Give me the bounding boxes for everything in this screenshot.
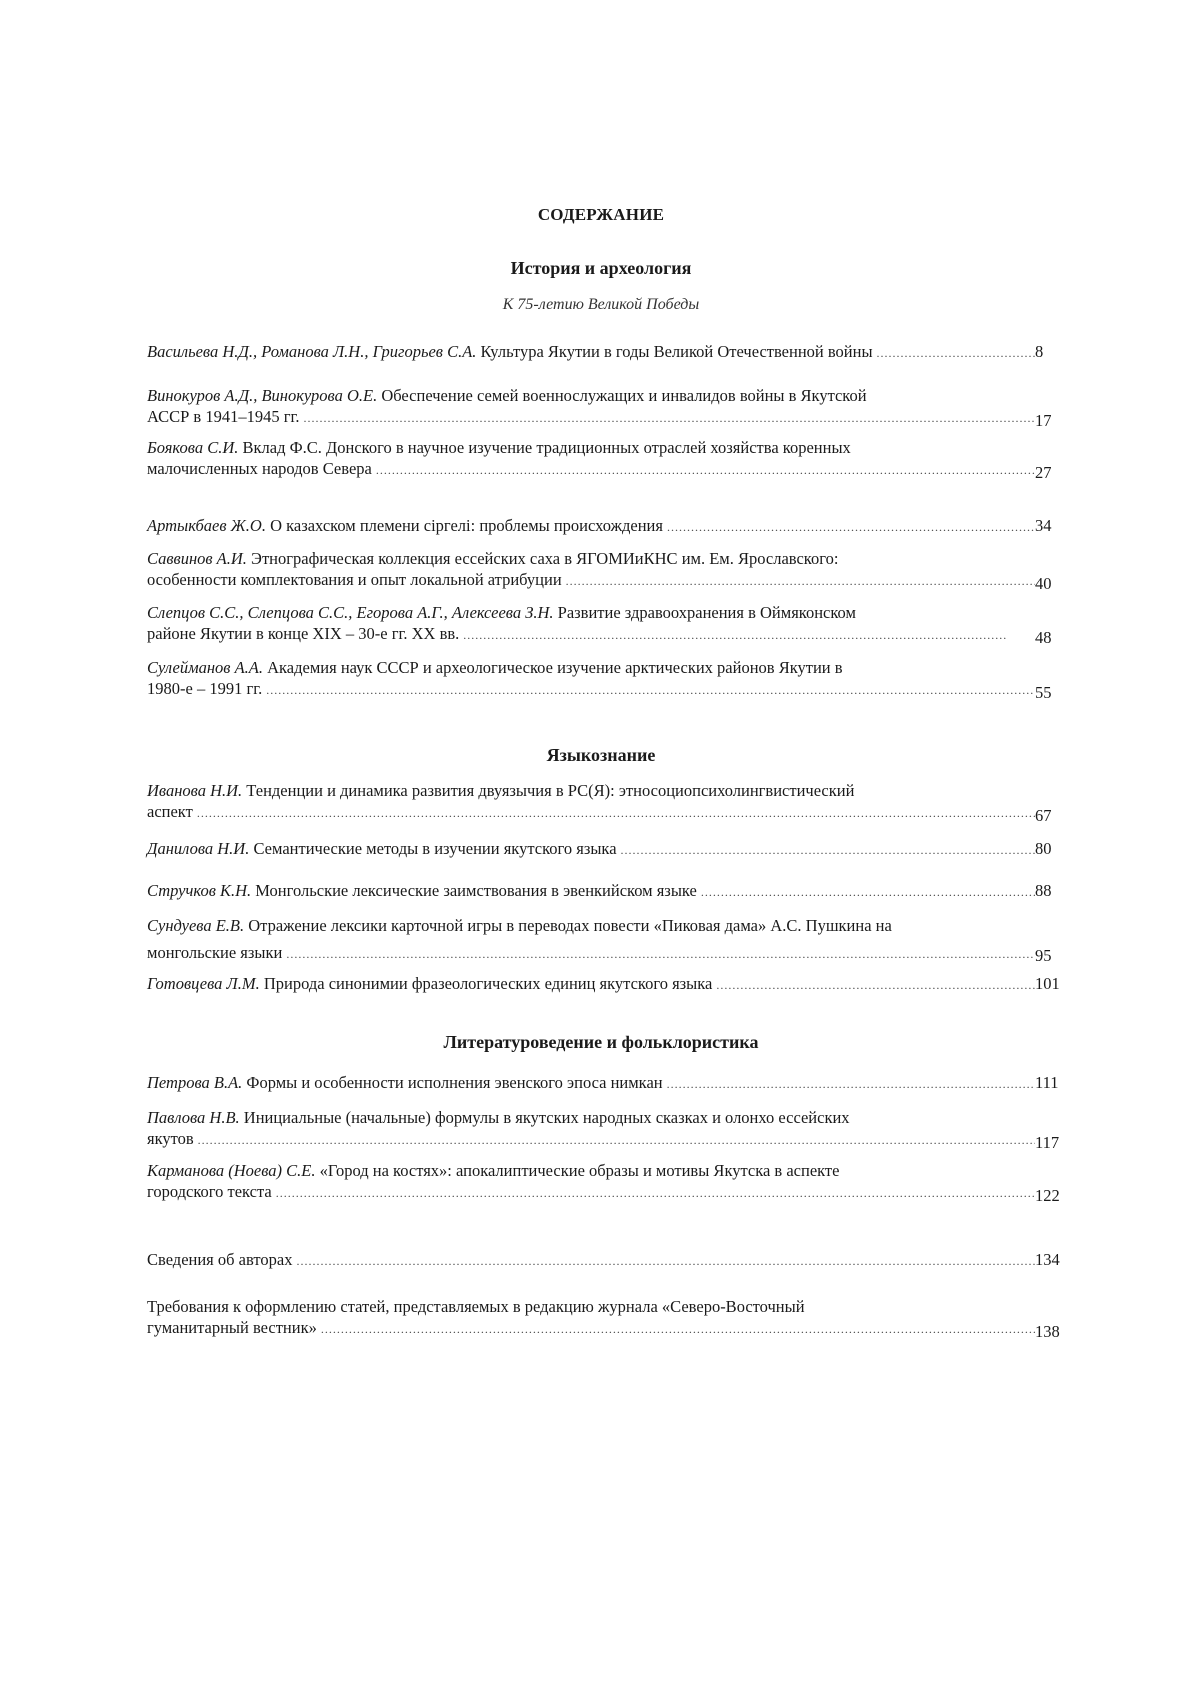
leader-dots <box>621 840 1035 861</box>
page-number: 111 <box>1035 1073 1059 1092</box>
entry-author: Артыкбаев Ж.О. <box>147 516 266 535</box>
toc-entry[interactable] <box>147 780 1075 824</box>
leader-dots <box>716 975 1035 996</box>
entry-title: Вклад Ф.С. Донского в научное изучение традиционных отраслей хозяйства коренных <box>238 438 851 457</box>
entry-author: Васильева Н.Д., Романова Л.Н., Григорьев С.А. <box>147 342 477 361</box>
leader-dots <box>304 408 1036 429</box>
leader-dots <box>877 343 1035 364</box>
entry-author: Иванова Н.И. <box>147 781 243 800</box>
toc-entry[interactable] <box>147 657 1075 701</box>
entry-author: Саввинов А.И. <box>147 549 247 568</box>
entry-title-cont: районе Якутии в конце XIX – 30-е гг. XX вв. <box>147 624 460 643</box>
toc-entry[interactable] <box>147 880 1075 903</box>
entry-author: Данилова Н.И. <box>147 839 250 858</box>
entry-title: О казахском племени сіргелі: проблемы происхождения <box>265 516 663 535</box>
page-number: 80 <box>1035 839 1052 858</box>
subsection-heading-victory: К 75-летию Великой Победы <box>502 296 700 313</box>
page-number: 95 <box>1035 946 1052 965</box>
entry-title-cont: 1980-е – 1991 гг. <box>147 679 263 698</box>
toc-entry-requirements[interactable] <box>147 1296 1075 1340</box>
toc-entry[interactable] <box>147 548 1075 592</box>
leader-dots <box>266 680 1035 701</box>
entry-title-cont: особенности комплектования и опыт локальной атрибуции <box>147 570 562 589</box>
page-number: 117 <box>1035 1133 1060 1152</box>
entry-author: Слепцов С.С., Слепцова С.С., Егорова А.Г., Алексеева З.Н. <box>147 603 554 622</box>
entry-title-cont: АССР в 1941–1945 гг. <box>147 407 300 426</box>
entry-author: Готовцева Л.М. <box>147 974 260 993</box>
entry-title: Культура Якутии в годы Великой Отечественной войны <box>476 342 873 361</box>
toc-entry[interactable] <box>147 341 1075 364</box>
toc-entry[interactable] <box>147 1160 1075 1204</box>
entry-title: Академия наук СССР и археологическое изучение арктических районов Якутии в <box>262 658 843 677</box>
page-number: 48 <box>1035 628 1052 647</box>
entry-title-cont: якутов <box>147 1129 194 1148</box>
entry-author: Павлова Н.В. <box>147 1108 240 1127</box>
entry-title: Отражение лексики карточной игры в переводах повести «Пиковая дама» А.С. Пушкина на <box>244 916 892 935</box>
section-heading-history: История и археология <box>510 258 692 278</box>
entry-author: Сулейманов А.А. <box>147 658 263 677</box>
leader-dots <box>566 571 1035 592</box>
leader-dots <box>667 517 1035 538</box>
page-number: 122 <box>1035 1186 1060 1205</box>
leader-dots <box>296 1251 1035 1272</box>
toc-entry[interactable] <box>147 515 1075 538</box>
entry-title: Монгольские лексические заимствования в эвенкийском языке <box>251 881 697 900</box>
page-number: 17 <box>1035 411 1052 430</box>
entry-title: Природа синонимии фразеологических единиц якутского языка <box>259 974 713 993</box>
leader-dots <box>198 1130 1035 1151</box>
toc-entry[interactable] <box>147 1107 1075 1151</box>
entry-title: Семантические методы в изучении якутского языка <box>249 839 617 858</box>
entry-author: Боякова С.И. <box>147 438 239 457</box>
entry-title-cont: городского текста <box>147 1182 272 1201</box>
section-heading-linguistics: Языкознание <box>546 745 656 765</box>
entry-title: Сведения об авторах <box>147 1250 293 1269</box>
entry-title: Требования к оформлению статей, представляемых в редакцию журнала «Северо-Восточный <box>147 1297 805 1316</box>
toc-entry[interactable] <box>147 385 1075 429</box>
page-number: 40 <box>1035 574 1052 593</box>
leader-dots <box>463 625 1007 646</box>
entry-title: Формы и особенности исполнения эвенского эпоса нимкан <box>242 1073 663 1092</box>
entry-title-cont: аспект <box>147 802 193 821</box>
toc-entry[interactable] <box>147 437 1075 481</box>
page-number: 55 <box>1035 683 1052 702</box>
entry-author: Сундуева Е.В. <box>147 916 245 935</box>
entry-title: Инициальные (начальные) формулы в якутских народных сказках и олонхо ессейских <box>239 1108 850 1127</box>
page-number: 138 <box>1035 1322 1060 1341</box>
entry-author: Петрова В.А. <box>147 1073 243 1092</box>
toc-entry[interactable] <box>147 1072 1075 1095</box>
toc-entry-authors-info[interactable] <box>147 1249 1075 1272</box>
page-number: 27 <box>1035 463 1052 482</box>
page-number: 67 <box>1035 806 1052 825</box>
leader-dots <box>701 882 1035 903</box>
entry-title-cont: монгольские языки <box>147 943 283 962</box>
leader-dots <box>667 1074 1035 1095</box>
section-heading-literature: Литературоведение и фольклористика <box>443 1032 759 1052</box>
leader-dots <box>286 944 1035 965</box>
toc-entry[interactable] <box>147 915 1075 965</box>
entry-author: Винокуров А.Д., Винокурова О.Е. <box>147 386 378 405</box>
entry-title: «Город на костях»: апокалиптические образы и мотивы Якутска в аспекте <box>315 1161 840 1180</box>
entry-title: Тенденции и динамика развития двуязычия в РС(Я): этносоциопсихолингвистический <box>242 781 855 800</box>
entry-author: Стручков К.Н. <box>147 881 252 900</box>
entry-title: Обеспечение семей военнослужащих и инвалидов войны в Якутской <box>377 386 867 405</box>
entry-author: Карманова (Ноева) С.Е. <box>147 1161 316 1180</box>
toc-entry[interactable] <box>147 602 1075 646</box>
leader-dots <box>321 1319 1035 1340</box>
page-number: 134 <box>1035 1250 1060 1269</box>
entry-title-cont: гуманитарный вестник» <box>147 1318 317 1337</box>
leader-dots <box>276 1183 1035 1204</box>
toc-entry[interactable] <box>147 838 1075 861</box>
entry-title: Развитие здравоохранения в Оймяконском <box>553 603 856 622</box>
entry-title-cont: малочисленных народов Севера <box>147 459 372 478</box>
leader-dots <box>376 460 1035 481</box>
page-number: 101 <box>1035 974 1060 993</box>
page-title: СОДЕРЖАНИЕ <box>537 205 665 224</box>
page-number: 88 <box>1035 881 1052 900</box>
page-number: 34 <box>1035 516 1052 535</box>
leader-dots <box>197 803 1035 824</box>
toc-entry[interactable] <box>147 973 1075 996</box>
page-number: 8 <box>1035 342 1044 361</box>
entry-title: Этнографическая коллекция ессейских саха в ЯГОМИиКНС им. Ем. Ярославского: <box>246 549 839 568</box>
